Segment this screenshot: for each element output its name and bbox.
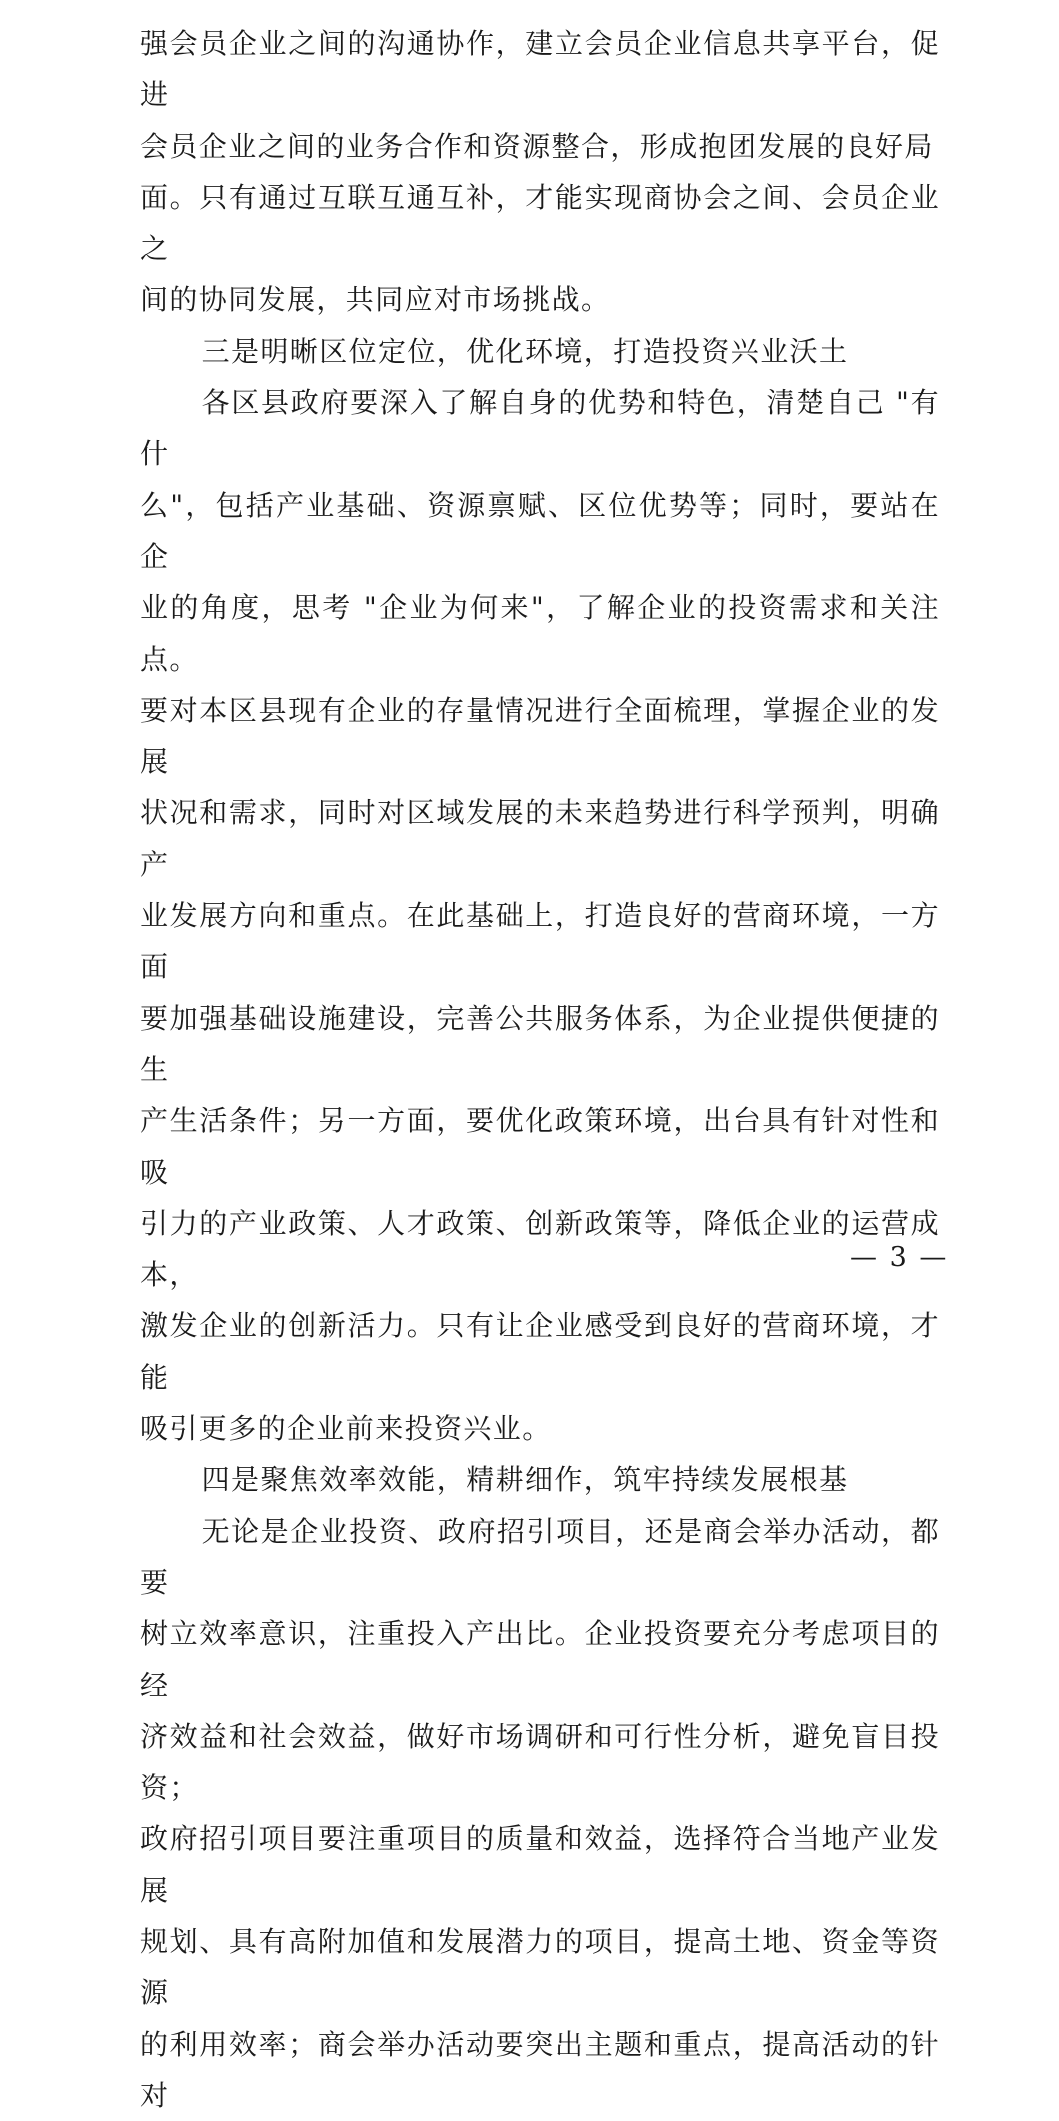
paragraph-efficiency: 无论是企业投资、政府招引项目，还是商会举办活动，都要 树立效率意识，注重投入产出比。企业投资要充分考虑项目的经 济效益和社会效益，做好市场调研和可行性分析，避免盲目投资； 政府招引项目要注重项目的质量和效益，选择符合当地产业发展 规划、具有高附加值和发展潜力的项目，提高土地、资金等资源 的利用效率；商会举办活动要突出主题和重点，提高活动的针对 [140, 1514, 940, 2112]
paragraph-district-positioning: 各区县政府要深入了解自身的优势和特色，清楚自己 "有什 么"，包括产业基础、资源禀赋、区位优势等；同时，要站在企 业的角度，思考 "企业为何来"，了解企业的投资需求和关注点。 要对本区县现有企业的存量情况进行全面梳理，掌握企业的发展 状况和需求，同时对区域发展的未来趋势进行科学预判，明确产 业发展方向和重点。在此基础上，打造良好的营商环境，一方面 要加强基础设施建设，完善公共服务体系，为企业提供便捷的生 产生活条件；另一方面，要优化政策环境，出台具有针对性和吸 引力的产业政策、人才政策、创新政策等，降低企业的运营成本， 激发企业的创新活力。只有让企业感受到良好的营商环境，才能 吸引更多的企业前来投资兴业。 [140, 386, 940, 1446]
paragraph-member-collaboration: 强会员企业之间的沟通协作，建立会员企业信息共享平台，促进 会员企业之间的业务合作和资源整合，形成抱团发展的良好局 面。只有通过互联互通互补，才能实现商协会之间、会员企业之 间的协同发展，共同应对市场挑战。 [140, 27, 940, 317]
document-body [140, 18, 949, 2121]
section-heading-three: 三是明晰区位定位，优化环境，打造投资兴业沃土 [201, 334, 849, 368]
section-heading-four: 四是聚焦效率效能，精耕细作，筑牢持续发展根基 [201, 1463, 849, 1497]
page-number: — 3 — [850, 1242, 949, 1273]
